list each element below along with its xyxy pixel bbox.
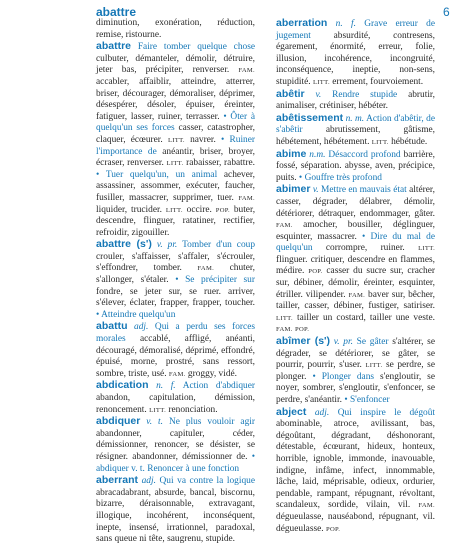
bullet: •: [96, 309, 102, 320]
headword: abêtissement: [276, 111, 344, 124]
register-tag: FAM.: [238, 67, 256, 75]
sense-definition: Renoncer à une fonction: [147, 463, 240, 474]
synonyms: dégueulasse, nauséabond, répugnant, vil.: [276, 511, 435, 522]
synonyms: accablé, affligé, anéanti, découragé, démoralisé, déprimé, effondré, épuisé, morne, prostré, sans ressort, sombre, triste, usé.: [96, 334, 256, 379]
synonyms: abandonner, capituler, céder, démissionner, renoncer, se désister, se résigner.: [96, 428, 255, 462]
register-tag: LITT.: [165, 206, 183, 214]
guide-word: abattre: [96, 5, 137, 19]
bullet: •: [344, 395, 350, 405]
synonyms: flinguer.: [276, 254, 308, 265]
part-of-speech: v.: [312, 185, 319, 196]
part-of-speech: v. pr.: [156, 240, 178, 251]
headword: abdication: [96, 379, 149, 392]
synonyms: groggy, vidé.: [187, 368, 238, 379]
synonyms: corrompre, ruiner.: [325, 243, 405, 254]
sub-sense: Se précipiter sur: [185, 275, 255, 286]
synonyms: se perdre, se plonger.: [276, 360, 435, 382]
sense-definition: Désaccord profond: [328, 149, 401, 160]
headword: abime: [276, 147, 307, 160]
dictionary-entry: [276, 113, 435, 149]
synonyms: fondre, se jeter sur, se ruer.: [96, 286, 221, 297]
synonyms: tailler un costard, tailler une veste.: [297, 312, 436, 323]
headword: aberration: [276, 17, 328, 29]
dictionary-entry: [276, 18, 435, 89]
sense-definition: Action d'abdiquer: [182, 381, 255, 392]
register-tag: FAM.: [197, 265, 215, 273]
continued-text: [96, 18, 255, 41]
sense-definition: Qui a perdu ses forces morales: [96, 322, 256, 345]
sub-sense: abdiquer v. t.: [96, 463, 145, 474]
page-number: 6: [443, 5, 450, 19]
register-tag: LITT.: [371, 138, 389, 146]
sense-definition: Ne plus vouloir agir: [168, 417, 256, 428]
synonyms: renonciation.: [168, 404, 218, 415]
sub-sense: Plonger dans: [321, 371, 375, 382]
synonyms: crouler, s'affaisser, s'affaler, s'écrouler, s'effondrer, tomber.: [96, 251, 255, 274]
register-tag: POP.: [308, 268, 323, 276]
synonyms: navrer.: [190, 134, 216, 145]
synonyms: abandon, capitulation, démission, renoncement.: [96, 393, 255, 415]
right-column: [276, 17, 436, 534]
dictionary-entry: [276, 407, 435, 536]
dictionary-entry: [96, 380, 255, 416]
synonyms: liquider, trucider.: [96, 204, 162, 215]
synonyms: casser, catastropher, claquer, écœurer.: [96, 123, 255, 145]
sense-definition: Rendre stupide: [332, 89, 398, 100]
synonyms: culbuter, démanteler, démolir, détruire, jeter bas, précipiter, renverser.: [96, 53, 255, 76]
synonyms: arriver, s'élever, éclater, frapper, frapper, toucher.: [96, 286, 255, 309]
register-tag: FAM.: [276, 222, 293, 230]
synonyms: hébétude.: [391, 136, 428, 147]
sub-sense: Dire du mal de quelqu'un: [276, 231, 435, 254]
synonyms: abracadabrant, absurde, bancal, biscornu, bizarre, déraisonnable, extravagant, illogique, incohérent, inconséquent, inepte, insensé, irrationnel, paradoxal, sans queue ni tête, saugrenu, stupide.: [96, 487, 255, 545]
register-tag: LITT.: [167, 136, 185, 144]
register-tag: POP.: [215, 206, 230, 214]
synonyms: amocher, bousiller, déglinguer, esquinter, massacrer.: [276, 220, 435, 242]
synonyms: vilipender.: [305, 289, 346, 300]
dictionary-entry: [96, 239, 255, 321]
synonyms: abominable, atroce, avilissant, bas, dégoûtant, dégradant, déshonorant, détestable, écœurant, hideux, honteux, horrible, ignoble, immonde, inavouable, indigne, infâme, infect, innommable, lâche, laid, méprisable, odieux, ordurier, pendable, rampant, répugnant, révoltant, scandaleux, sordide, vilain, vil.: [276, 419, 435, 511]
part-of-speech: v. pr.: [333, 337, 353, 348]
register-tag: POP.: [295, 326, 310, 334]
sub-sense: S'enfoncer: [349, 395, 390, 405]
sub-sense: Gouffre très profond: [304, 172, 382, 183]
register-tag: POP.: [325, 525, 341, 533]
sub-sense: Tuer quelqu'un, un animal: [105, 169, 218, 180]
synonyms: s'altérer, se dégrader, se détériorer, se gâter, se pourrir, pourrir, s'user.: [276, 337, 435, 371]
register-tag: FAM.: [168, 370, 186, 378]
sense-definition: Faire tomber quelque chose: [137, 42, 256, 53]
register-tag: LITT.: [312, 78, 330, 86]
headword: abattu: [96, 320, 128, 333]
headword: abattre: [96, 40, 132, 53]
register-tag: LITT.: [365, 362, 383, 370]
part-of-speech: n.m.: [309, 149, 326, 160]
headword: abattre (s'): [96, 238, 152, 251]
headword: abimer: [276, 183, 311, 196]
register-tag: FAM.: [348, 291, 366, 299]
synonyms: anéantir, briser, broyer, écraser, renverser.: [96, 146, 256, 169]
dictionary-entry: [276, 336, 435, 407]
sub-sense: Atteindre quelqu'un: [101, 309, 176, 320]
register-tag: FAM.: [418, 502, 436, 510]
bullet: •: [221, 134, 230, 145]
synonyms: abrutissement, gâtisme, hébétement, hébétement.: [276, 125, 436, 147]
sense-definition: Tomber d'un coup: [182, 240, 256, 251]
part-of-speech: n. f.: [335, 19, 356, 29]
sense-definition: Qui inspire le dégoût: [337, 407, 436, 418]
register-tag: LITT.: [166, 160, 184, 168]
dictionary-entry: [276, 89, 435, 113]
register-tag: FAM.: [238, 194, 255, 202]
part-of-speech: adj.: [314, 407, 330, 418]
synonyms: buter, descendre, flinguer, ratatiner, rectifier, refroidir, zigouiller.: [96, 204, 256, 238]
synonyms: achever, assassiner, assommer, exécuter, faucher, fusiller, massacrer, supprimer, tuer.: [96, 169, 255, 203]
synonyms: abrutir, animaliser, crétiniser, hébéter.: [276, 89, 436, 112]
left-column: [96, 18, 256, 545]
part-of-speech: n. m.: [345, 113, 365, 124]
sense-definition: Grave erreur de jugement: [276, 19, 436, 41]
part-of-speech: adj.: [134, 322, 149, 333]
headword: abêtir: [276, 87, 305, 100]
synonyms: errement, fourvoiement.: [332, 76, 424, 87]
sense-definition: Se gâter: [356, 337, 389, 348]
synonyms: absurdité, contresens, égarement, énormité, erreur, folie, illusion, incohérence, incongruité, inconséquence, ineptie, non-sens, stupidité.: [276, 30, 436, 87]
sub-sense: Ôter à quelqu'un ses forces: [96, 111, 255, 134]
synonyms: dégueulasse.: [276, 523, 324, 534]
synonyms: casser du sucre sur, cracher sur, débiner, démolir, éreinter, esquinter, étriller.: [276, 266, 435, 300]
synonyms: critiquer, descendre en flammes, médire.: [276, 254, 435, 277]
bullet: •: [362, 231, 371, 242]
synonyms: chuter, s'allonger, s'étaler.: [96, 263, 255, 286]
synonyms: accabler, affaiblir, atteindre, atterrer, briser, décourager, démoraliser, déprimer, désespérer, désoler, épuiser, éreinter, fatiguer, lasser, ruiner, terrasser.: [96, 76, 255, 122]
synonyms: barrière, fossé, séparation.: [276, 149, 436, 172]
part-of-speech: v. t.: [146, 417, 163, 428]
synonyms: s'engloutir, se noyer, sombrer, s'engloutir, s'enfoncer, se perdre, s'anéantir.: [276, 371, 435, 405]
headword: abject: [276, 405, 307, 418]
dictionary-entry: [276, 184, 435, 336]
sense-definition: Qui va contre la logique: [159, 476, 256, 487]
headword: abdiquer: [96, 415, 141, 428]
synonyms: altérer, casser, dégrader, délabrer, démolir, détériorer, détraquer, endommager, gâter.: [276, 185, 436, 219]
bullet: •: [96, 169, 106, 180]
register-tag: LITT.: [149, 406, 167, 414]
register-tag: LITT.: [276, 314, 293, 322]
synonyms: rabaisser, rabattre.: [186, 158, 256, 169]
sense-definition: Action d'abêtir, de s'abêtir: [276, 113, 435, 136]
register-tag: LITT.: [418, 245, 436, 253]
sub-sense: Ruiner l'importance de: [96, 134, 256, 157]
part-of-speech: adj.: [141, 476, 156, 487]
bullet: •: [312, 371, 322, 382]
synonyms: abysse, aven, précipice, puits.: [276, 161, 435, 183]
dictionary-entry: [96, 41, 255, 239]
dictionary-entry: [96, 475, 255, 546]
part-of-speech: n. f.: [156, 381, 176, 392]
register-tag: FAM.: [276, 326, 293, 334]
sense-definition: Mettre en mauvais état: [321, 185, 407, 196]
entry-text: diminution, exonération, réduction, remise, ristourne.: [96, 18, 255, 40]
dictionary-entry: [96, 321, 255, 380]
dictionary-entry: [276, 149, 435, 185]
synonyms: occire.: [186, 204, 212, 215]
synonyms: baver sur, bêcher, tailler, casser, débiner, fustiger, satiriser.: [276, 289, 436, 312]
bullet: •: [298, 172, 305, 183]
headword: abîmer (s'): [276, 335, 331, 348]
dictionary-entry: [96, 416, 255, 475]
bullet: •: [223, 111, 231, 122]
synonyms: abandonner, démissionner de.: [132, 451, 248, 462]
headword: aberrant: [96, 474, 139, 487]
part-of-speech: v.: [315, 89, 322, 100]
bullet: •: [175, 275, 186, 286]
bullet: •: [251, 451, 256, 462]
